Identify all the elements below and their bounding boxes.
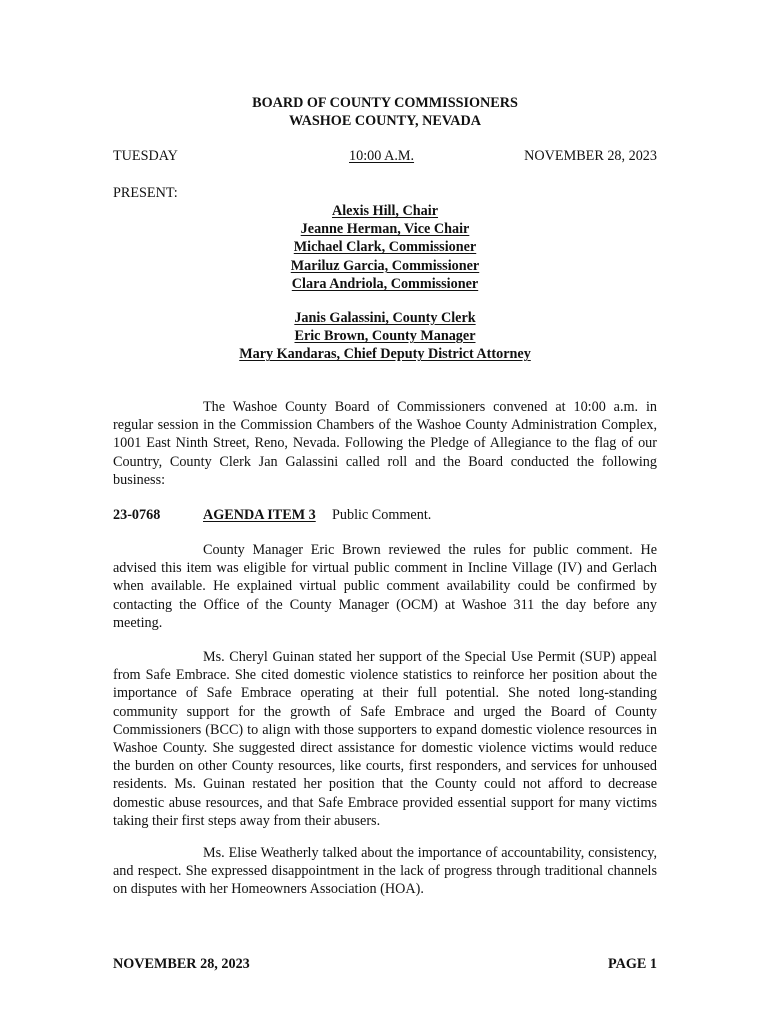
intro-paragraph: The Washoe County Board of Commissioners convened at 10:00 a.m. in regular session in the Commission Chambers of the Washoe County Administration Complex, 1001 East Ninth Street, Reno, Nevada. Following the Pledge of Allegiance to the flag of our Country, County Clerk Jan Galassini called roll and the Board conducted the following business:: [113, 399, 657, 488]
page-footer: [113, 955, 657, 973]
commissioner-name: Clara Andriola, Commissioner: [291, 275, 479, 292]
footer-date: NOVEMBER 28, 2023: [113, 956, 250, 972]
meeting-day: TUESDAY: [113, 148, 178, 164]
present-label: PRESENT:: [113, 185, 178, 201]
body-paragraph: Ms. Elise Weatherly talked about the importance of accountability, consistency, and respect. She expressed disappointment in the lack of progress through traditional channels on disputes with her Homeowners Association (HOA).: [113, 845, 657, 898]
commissioner-name: Jeanne Herman, Vice Chair: [300, 221, 470, 238]
board-title: BOARD OF COUNTY COMMISSIONERS: [252, 95, 518, 111]
staff-name: Eric Brown, County Manager: [294, 328, 476, 345]
body-paragraph: Ms. Cheryl Guinan stated her support of the Special Use Permit (SUP) appeal from Safe Embrace. She cited domestic violence statistics to reinforce her position about the importance of Safe Embrace operating at their full potential. She noted long-standing community support for the growth of Safe Embrace and urged the Board of County Commissioners (BCC) to align with those supporters to expand domestic violence resources in Washoe County. She suggested direct assistance for domestic violence victims would reduce the burden on other County resources, like courts, first responders, and services for unhoused residents. Ms. Guinan restated her position that the County could not afford to decrease domestic abuse resources, and that Safe Embrace provided essential support for many victims taking their first steps away from their abusers.: [113, 649, 657, 829]
staff-name: Mary Kandaras, Chief Deputy District Attorney: [239, 346, 531, 363]
staff-name: Janis Galassini, County Clerk: [294, 310, 476, 326]
meeting-time: 10:00 A.M.: [349, 148, 415, 164]
agenda-item-description: Public Comment.: [332, 507, 432, 523]
meeting-date: NOVEMBER 28, 2023: [524, 148, 657, 164]
commissioner-name: Michael Clark, Commissioner: [293, 239, 477, 256]
staff-list: [113, 309, 657, 364]
agenda-item-number: 23-0768: [113, 507, 161, 523]
county-title: WASHOE COUNTY, NEVADA: [289, 113, 481, 129]
commissioners-list: [113, 202, 657, 293]
commissioner-name: Mariluz Garcia, Commissioner: [290, 257, 480, 274]
commissioner-name: Alexis Hill, Chair: [331, 203, 438, 219]
page-number: PAGE 1: [608, 956, 657, 972]
meeting-dateline: [113, 147, 657, 165]
agenda-item-heading: [113, 506, 657, 524]
agenda-item-label: AGENDA ITEM 3: [203, 507, 316, 523]
body-paragraph: County Manager Eric Brown reviewed the rules for public comment. He advised this item was eligible for virtual public comment in Incline Village (IV) and Gerlach when available. He explained virtual public comment availability could be confirmed by contacting the Office of the County Manager (OCM) at Washoe 311 the day before any meeting.: [113, 542, 657, 631]
